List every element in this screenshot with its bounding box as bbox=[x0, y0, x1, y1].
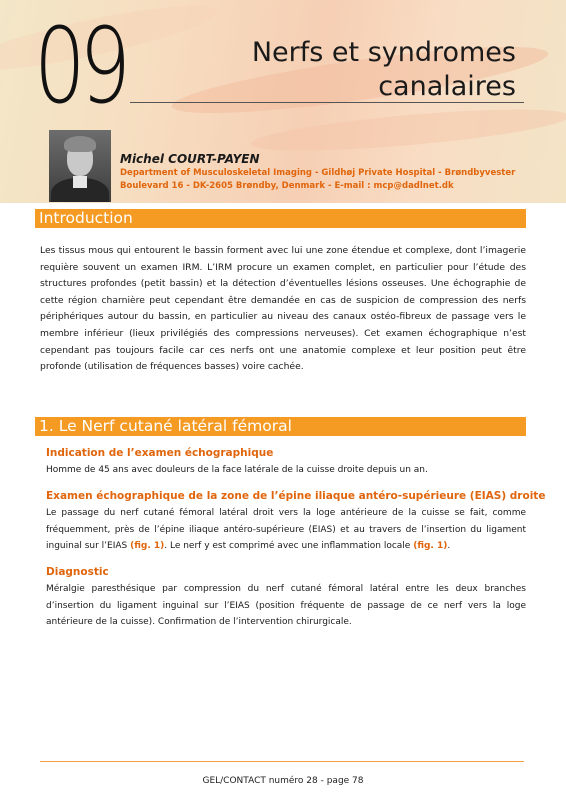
intro-heading: Introduction bbox=[35, 209, 526, 228]
footer-divider bbox=[40, 761, 524, 762]
author-name: Michel COURT-PAYEN bbox=[120, 152, 260, 166]
author-photo bbox=[49, 130, 111, 202]
figure-reference: (fig. 1) bbox=[413, 541, 448, 552]
diagnostic-heading: Diagnostic bbox=[46, 566, 109, 578]
diagnostic-text: Méralgie paresthésique par compression du nerf cutané fémoral latéral entre les deux branches d’insertion du ligament inguinal sur l’EIAS (position fréquente de passage de ce nerf vers la loge antérieure de la cuisse). Confirmation de l’intervention chirurgicale. bbox=[46, 584, 526, 628]
chapter-title-line1: Nerfs et syndromes bbox=[251, 37, 516, 68]
chapter-number: 09 bbox=[34, 5, 125, 127]
exam-text-part: . Le nerf y est comprimé avec une inflammation locale bbox=[164, 541, 414, 552]
indication-heading: Indication de l’examen échographique bbox=[46, 447, 274, 459]
exam-text-part: Le passage du nerf cutané fémoral latéral droit vers la loge antérieure de la cuisse se fait, comme fréquemment, près de l’épine iliaque antéro-supérieure (EIAS) et au travers de l’insertion du ligament inguinal sur l’EIAS bbox=[46, 508, 526, 552]
indication-text: Homme de 45 ans avec douleurs de la face latérale de la cuisse droite depuis un an. bbox=[46, 465, 428, 475]
section1-heading: 1. Le Nerf cutané latéral fémoral bbox=[35, 417, 526, 436]
author-affiliation: Department of Musculoskeletal Imaging - Gildhøj Private Hospital - Brøndbyvester Boulevard 16 - DK-2605 Brøndby, Denmark - E-mail : mcp@dadlnet.dk bbox=[120, 168, 516, 191]
exam-heading: Examen échographique de la zone de l’épine iliaque antéro-supérieure (EIAS) droite bbox=[46, 490, 546, 502]
page-footer: GEL/CONTACT numéro 28 - page 78 bbox=[202, 776, 364, 786]
header-decoration bbox=[249, 101, 566, 159]
figure-reference: (fig. 1) bbox=[130, 541, 165, 552]
chapter-title bbox=[252, 36, 516, 104]
chapter-title-line2: canalaires bbox=[378, 71, 516, 102]
intro-paragraph: Les tissus mous qui entourent le bassin forment avec lui une zone étendue et complexe, dont l’imagerie requière souvent un examen IRM. L’IRM procure un examen complet, en particulier pour l’étude des structures profondes (petit bassin) et la détection d’éventuelles lésions osseuses. Une échographie de cette région charnière peut cependant être demandée en cas de suspicion de compression des nerfs périphériques autour du bassin, en particulier au niveau des canaux ostéo-fibreux de passage vers le membre inférieur (lieux privilégiés des compressions nerveuses). Cet examen échographique n’est cependant pas toujours facile car ces nerfs ont une anatomie complexe et leur position peut être profonde (utilisation de fréquences basses) voire cachée. bbox=[40, 245, 526, 373]
title-divider bbox=[130, 102, 524, 103]
exam-text bbox=[46, 505, 526, 555]
exam-text-part: . bbox=[447, 541, 451, 552]
